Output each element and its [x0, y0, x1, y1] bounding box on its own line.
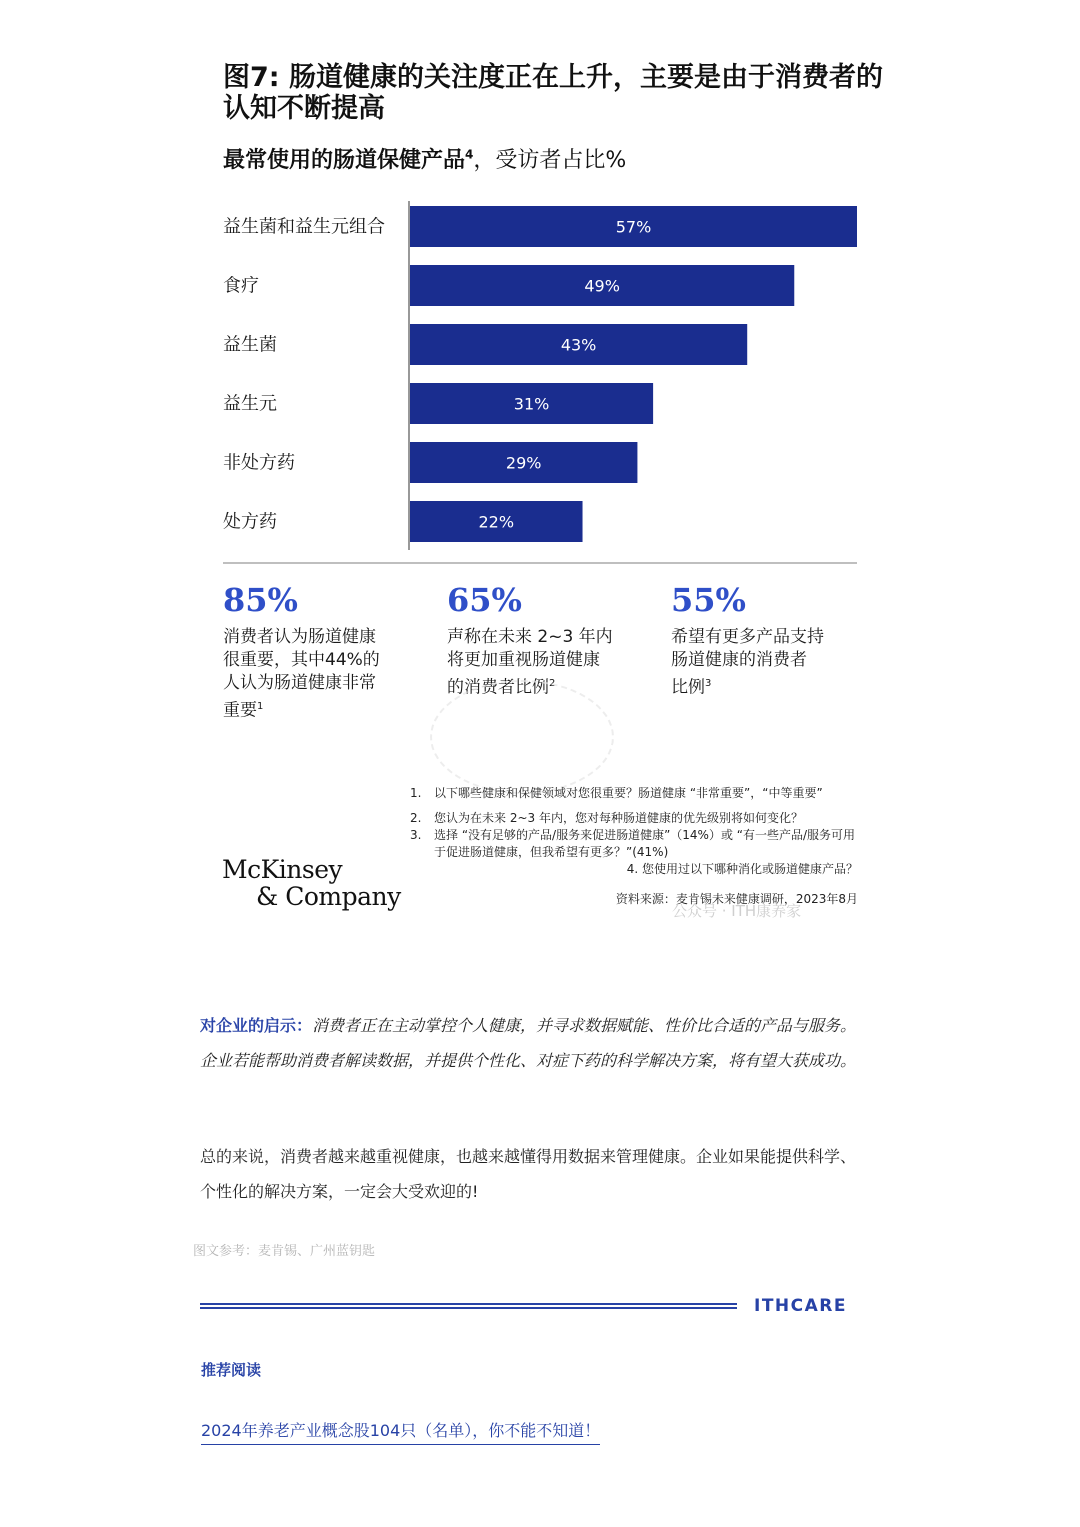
stat-line: 希望有更多产品支持 — [671, 627, 824, 647]
chart-subtitle-main: 最常使用的肠道保健产品 — [223, 148, 466, 173]
category-label: 益生菌 — [223, 334, 277, 356]
value-label: 57% — [615, 217, 652, 237]
stat-block-3 — [671, 578, 871, 700]
stat-line: 重要 — [223, 700, 257, 721]
footnote-number: 1. — [410, 786, 422, 800]
stat-description — [671, 626, 871, 700]
logo-line-1: McKinsey — [222, 855, 343, 884]
stat-line: 肠道健康的消费者 — [671, 650, 807, 670]
category-label: 益生元 — [223, 393, 277, 415]
footnote-ref: 4 — [465, 147, 474, 162]
footnote-text — [410, 861, 858, 878]
footnote-ref: 1 — [257, 701, 264, 712]
footnote-text: 以下哪些健康和保健领域对您很重要？肠道健康 “非常重要”，“中等重要” — [434, 786, 823, 800]
watermark-text: 公众号 · ITH康养家 — [672, 902, 802, 920]
brand-logo: ITHCARE — [754, 1296, 847, 1316]
bar-chart — [215, 195, 865, 575]
summary-paragraph: 总的来说，消费者越来越重视健康，也越来越懂得用数据来管理健康。企业如果能提供科学、个性化的解决方案，一定会大受欢迎的! — [200, 1147, 857, 1201]
value-label: 29% — [505, 453, 542, 473]
stat-line: 人认为肠道健康非常 — [223, 673, 376, 693]
insight-body: 消费者正在主动掌控个人健康，并寻求数据赋能、性价比合适的产品与服务。企业若能帮助消费者解读数据，并提供个性化、对症下药的科学解决方案，将有望大获成功。 — [200, 1016, 857, 1070]
stat-block-1 — [223, 578, 423, 723]
reference-note: 图文参考：麦肯锡、广州蓝钥匙 — [193, 1244, 376, 1259]
category-label: 处方药 — [223, 511, 277, 533]
chart-subtitle — [223, 143, 626, 174]
value-label: 31% — [513, 394, 550, 414]
footnote-text-body: 您使用过以下哪种消化或肠道健康产品？ — [641, 862, 858, 876]
category-label: 益生菌和益生元组合 — [223, 216, 385, 238]
source-note: 资料来源：麦肯锡未来健康调研，2023年8月 — [615, 892, 858, 906]
category-label: 非处方药 — [223, 452, 295, 474]
chart-subtitle-unit: ，受访者占比% — [473, 148, 627, 173]
logo-line-2: & Company — [256, 882, 401, 911]
footnote-item — [410, 810, 858, 827]
figure-title: 图7: 肠道健康的关注度正在上升，主要是由于消费者的认知不断提高 — [223, 62, 883, 124]
footnote-number: 2. — [410, 811, 422, 825]
footnote-ref: 2 — [549, 678, 556, 689]
stat-value: 55% — [671, 581, 746, 619]
mckinsey-logo — [222, 856, 401, 910]
footnote-number: 3. — [410, 828, 422, 842]
value-label: 49% — [584, 276, 620, 296]
footnotes — [410, 785, 858, 878]
footnote-item — [410, 861, 858, 878]
footnote-text: 您认为在未来 2~3 年内，您对每种肠道健康的优先级别将如何变化？ — [434, 811, 803, 825]
footnote-item — [410, 827, 858, 861]
insight-lead: 对企业的启示： — [200, 1016, 313, 1035]
insight-paragraph — [200, 1008, 870, 1078]
value-label: 22% — [478, 512, 515, 532]
stat-line: 很重要，其中44%的 — [223, 650, 380, 670]
stat-line: 的消费者比例 — [447, 677, 549, 698]
stat-description — [223, 626, 423, 723]
stat-value: 85% — [223, 581, 298, 619]
value-label: 43% — [560, 335, 597, 355]
footnote-text: 选择 “没有足够的产品/服务来促进肠道健康”（14%）或 “有一些产品/服务可用于促进肠道健康，但我希望有更多？”(41%) — [434, 828, 856, 859]
watermark-stamp — [430, 677, 614, 794]
footnote-number: 4. — [626, 862, 639, 876]
recommended-article-link[interactable]: 2024年养老产业概念股104只（名单），你不能不知道！ — [201, 1418, 600, 1445]
category-label: 食疗 — [223, 275, 259, 297]
divider-rule — [200, 1303, 737, 1309]
stat-line: 声称在未来 2~3 年内 — [447, 627, 613, 647]
stat-value: 65% — [447, 581, 522, 619]
stat-line: 消费者认为肠道健康 — [223, 627, 376, 647]
footnote-ref: 3 — [705, 678, 712, 689]
stat-line: 将更加重视肠道健康 — [447, 650, 600, 670]
stat-line: 比例 — [671, 677, 705, 698]
footnote-item — [410, 785, 858, 802]
recommend-heading: 推荐阅读 — [201, 1361, 262, 1379]
